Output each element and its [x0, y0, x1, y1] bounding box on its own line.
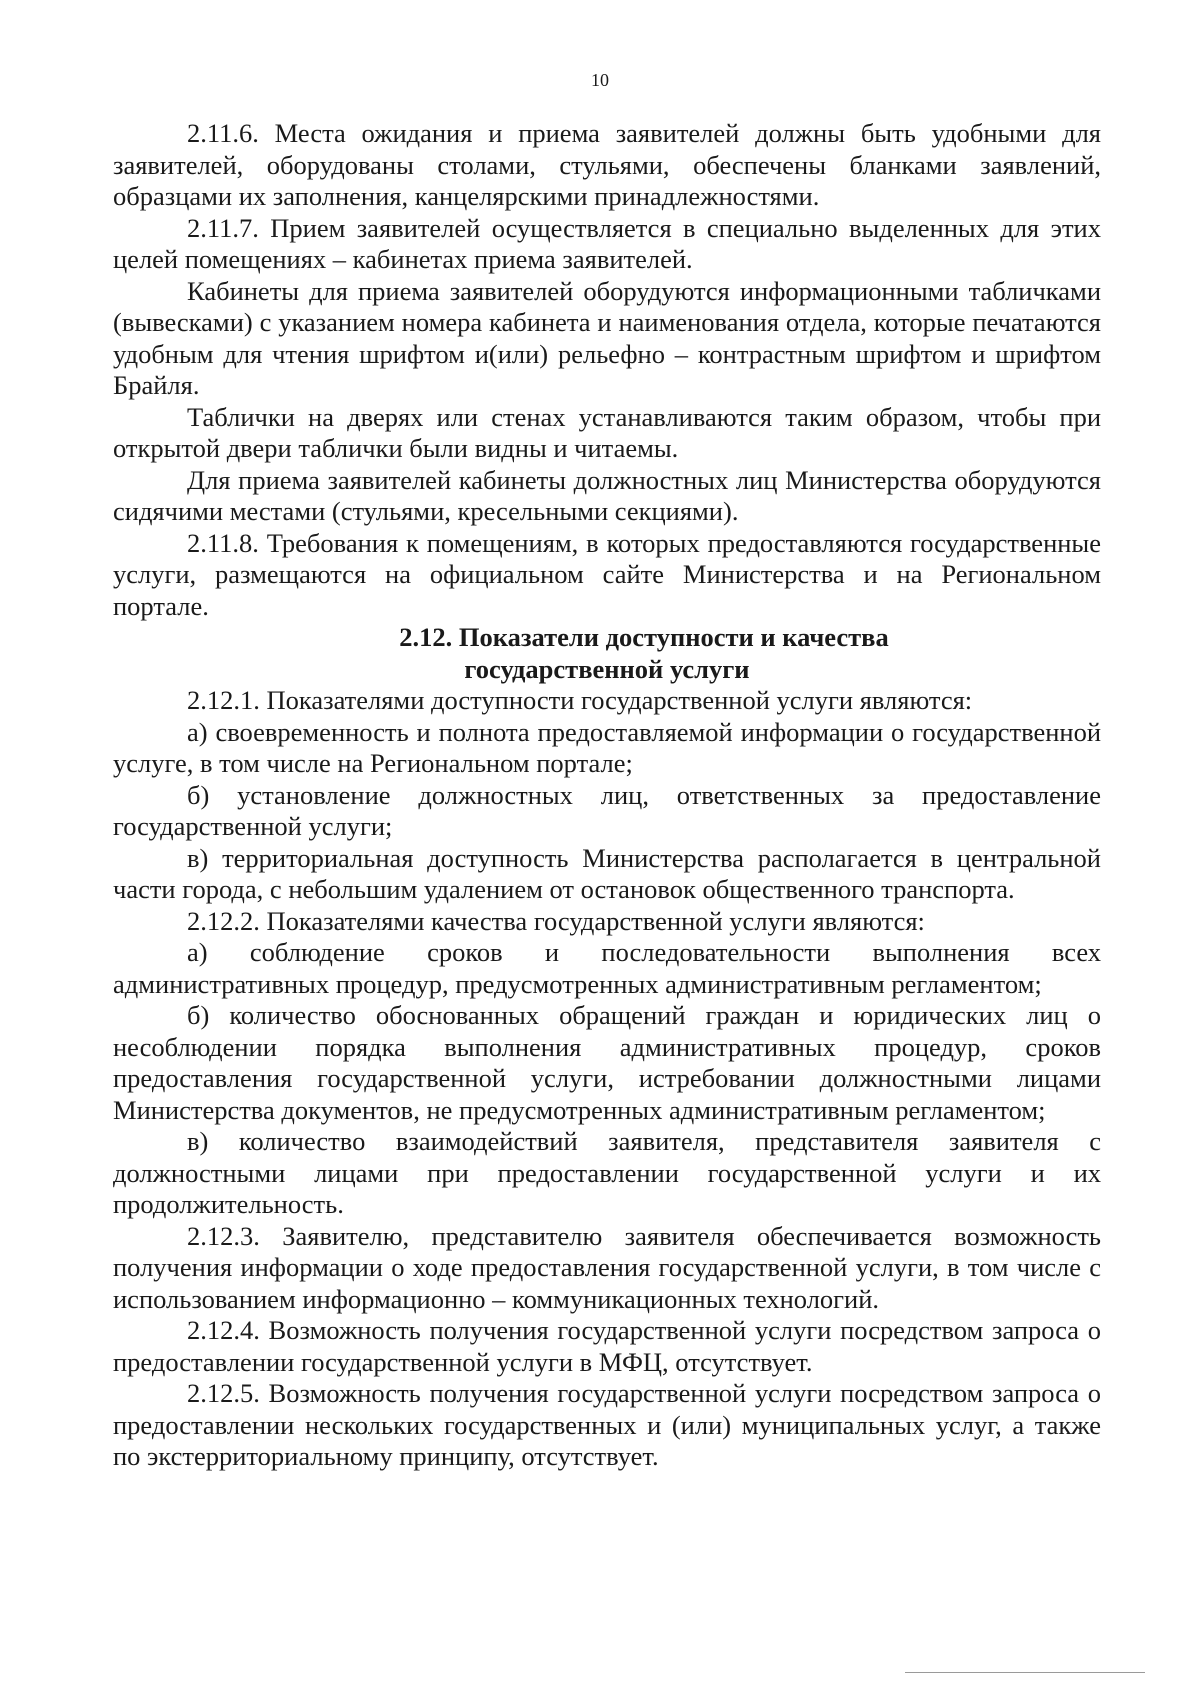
paragraph: 2.11.6. Места ожидания и приема заявителей должны быть удобными для заявителей, оборудованы столами, стульями, обеспечены бланками заявлений, образцами их заполнения, канцелярскими принадлежностями. — [113, 118, 1101, 211]
paragraph: в) количество взаимодействий заявителя, представителя заявителя с должностными лицами при предоставлении государственной услуги и их продолжительность. — [113, 1126, 1101, 1219]
section-heading-line-1: 2.12. Показатели доступности и качества — [399, 622, 889, 652]
section-heading — [113, 622, 1101, 685]
paragraph: 2.11.8. Требования к помещениям, в которых предоставляются государственные услуги, размещаются на официальном сайте Министерства и на Региональном портале. — [113, 527, 1101, 621]
paragraph: б) количество обоснованных обращений граждан и юридических лиц о несоблюдении порядка выполнения административных процедур, сроков предоставления государственной услуги, истребовании должностными лицами Министерства документов, не предусмотренных административным регламентом; — [113, 1000, 1101, 1125]
paragraph: б) установление должностных лиц, ответственных за предоставление государственной услуги; — [113, 779, 1101, 841]
paragraph: 2.12.3. Заявителю, представителю заявителя обеспечивается возможность получения информации о ходе предоставления государственной услуги, в том числе с использованием информационно – коммуникационных технологий. — [113, 1220, 1101, 1314]
paragraph: Таблички на дверях или стенах устанавливаются таким образом, чтобы при открытой двери таблички были видны и читаемы. — [113, 401, 1101, 463]
section-heading-line-2: государственной услуги — [464, 653, 750, 684]
paragraph: а) своевременность и полнота предоставляемой информации о государственной услуге, в том числе на Региональном портале; — [113, 716, 1101, 778]
paragraph: в) территориальная доступность Министерства располагается в центральной части города, с небольшим удалением от остановок общественного транспорта. — [113, 842, 1101, 904]
paragraph: Кабинеты для приема заявителей оборудуются информационными табличками (вывесками) с указанием номера кабинета и наименования отдела, которые печатаются удобным для чтения шрифтом и(или) рельефно – контрастным шрифтом и шрифтом Брайля. — [113, 275, 1101, 400]
paragraph: 2.12.4. Возможность получения государственной услуги посредством запроса о предоставлении государственной услуги в МФЦ, отсутствует. — [113, 1315, 1101, 1377]
paragraph: 2.12.1. Показателями доступности государственной услуги являются: — [187, 685, 973, 715]
footer-rule — [905, 1672, 1145, 1673]
paragraph: а) соблюдение сроков и последовательности выполнения всех административных процедур, предусмотренных административным регламентом; — [113, 937, 1101, 999]
paragraph: 2.12.2. Показателями качества государственной услуги являются: — [187, 905, 925, 936]
paragraph: 2.12.5. Возможность получения государственной услуги посредством запроса о предоставлении нескольких государственных и (или) муниципальных услуг, а также по экстерриториальному принципу, отсутствует. — [113, 1378, 1101, 1471]
paragraph: 2.11.7. Прием заявителей осуществляется в специально выделенных для этих целей помещениях – кабинетах приема заявителей. — [113, 212, 1101, 274]
page-number: 10 — [591, 70, 609, 90]
paragraph: Для приема заявителей кабинеты должностных лиц Министерства оборудуются сидячими местами (стульями, кресельными секциями). — [113, 464, 1101, 526]
document-body — [113, 118, 1101, 1473]
